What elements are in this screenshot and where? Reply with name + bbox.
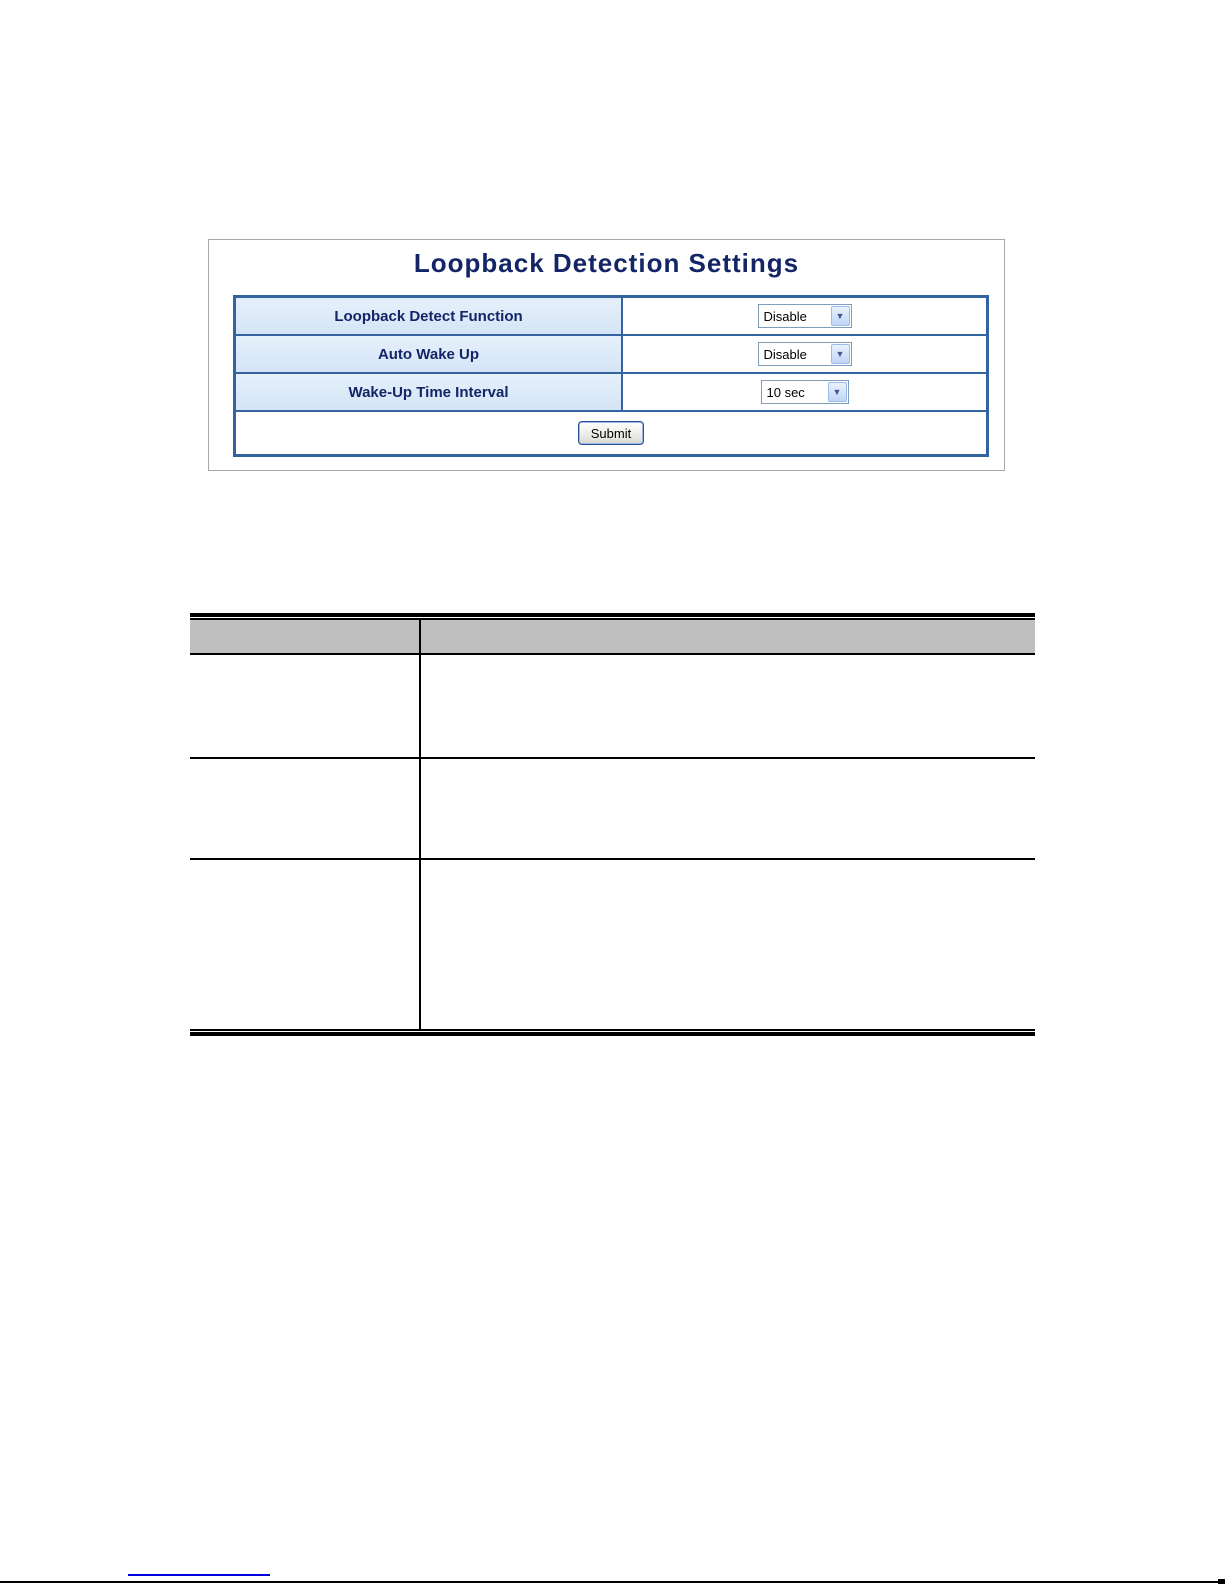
page-bottom-rule-tick xyxy=(1218,1579,1225,1584)
setting-value-cell xyxy=(622,297,988,336)
footer-link-underline[interactable] xyxy=(128,1574,270,1576)
select-value: Disable xyxy=(763,346,807,362)
description-cell xyxy=(421,759,1035,858)
setting-label-loopback-detect-function: Loopback Detect Function xyxy=(235,297,623,336)
setting-value-cell xyxy=(622,373,988,411)
loopback-detect-function-select[interactable] xyxy=(758,304,852,328)
setting-label-auto-wake-up: Auto Wake Up xyxy=(235,335,623,373)
term-cell xyxy=(190,860,419,1029)
page-bottom-rule xyxy=(0,1581,1225,1583)
select-value: 10 sec xyxy=(766,384,805,400)
table-row xyxy=(190,759,1035,858)
table-row xyxy=(190,860,1035,1029)
setting-label-wake-up-time-interval: Wake-Up Time Interval xyxy=(235,373,623,411)
description-cell xyxy=(421,860,1035,1029)
wake-up-time-interval-select[interactable] xyxy=(761,380,849,404)
chevron-down-icon[interactable]: ▼ xyxy=(828,382,847,402)
loopback-settings-screenshot-panel xyxy=(208,239,1005,471)
description-table xyxy=(190,613,1035,1036)
table-row xyxy=(190,655,1035,757)
submit-row xyxy=(235,411,988,456)
auto-wake-up-select[interactable] xyxy=(758,342,852,366)
table-bottom-rule-thick xyxy=(190,1032,1035,1036)
setting-value-cell xyxy=(622,335,988,373)
term-cell xyxy=(190,759,419,858)
description-table-header xyxy=(190,620,1035,653)
chevron-down-icon[interactable]: ▼ xyxy=(831,306,850,326)
select-value: Disable xyxy=(763,308,807,324)
table-row xyxy=(235,373,988,411)
header-cell-object xyxy=(190,620,419,653)
header-cell-description xyxy=(421,620,1035,653)
submit-button[interactable]: Submit xyxy=(578,421,644,445)
chevron-down-icon[interactable]: ▼ xyxy=(831,344,850,364)
term-cell xyxy=(190,655,419,757)
table-row xyxy=(235,297,988,336)
loopback-settings-table xyxy=(233,295,989,457)
table-row xyxy=(235,335,988,373)
table-row xyxy=(235,411,988,456)
description-cell xyxy=(421,655,1035,757)
page-title: Loopback Detection Settings xyxy=(413,248,800,278)
